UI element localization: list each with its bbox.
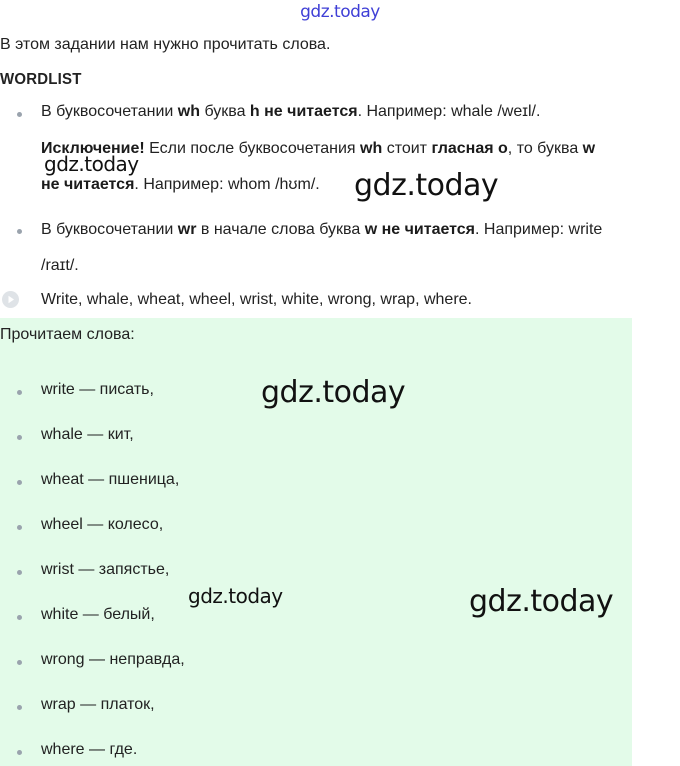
watermark: gdz.today <box>188 584 283 608</box>
rule-wr-line-2: /raɪt/. <box>41 257 79 274</box>
watermark: gdz.today <box>469 584 614 619</box>
list-item: wheat — пшеница, <box>41 471 180 488</box>
list-item: where — где. <box>41 741 138 758</box>
play-audio-icon[interactable] <box>2 291 19 308</box>
rule-text: буква <box>200 103 250 120</box>
intro-text: В этом задании нам нужно прочитать слова. <box>0 36 331 53</box>
bullet-icon <box>17 229 22 234</box>
exception-line-2 <box>41 176 320 194</box>
list-item: whale — кит, <box>41 426 134 443</box>
rule-text: Если после буквосочетания <box>144 140 361 157</box>
list-item: wrist — запястье, <box>41 561 170 578</box>
list-item: wrap — платок, <box>41 696 155 713</box>
rule-text: , то буква <box>507 140 583 157</box>
rule-bold: w не читается <box>364 221 476 238</box>
rule-text: в начале слова буква <box>196 221 365 238</box>
rule-text: В буквосочетании <box>41 221 178 238</box>
site-logo[interactable]: gdz.today <box>300 2 380 22</box>
rule-bold: не читается <box>41 176 135 193</box>
list-item: wheel — колесо, <box>41 516 164 533</box>
bullet-icon <box>17 525 22 530</box>
rule-wr <box>41 221 602 239</box>
bullet-icon <box>17 705 22 710</box>
list-item: white — белый, <box>41 606 155 623</box>
rule-bold: w <box>582 140 596 157</box>
watermark: gdz.today <box>354 168 499 203</box>
rule-text: . Например: write <box>475 221 603 238</box>
bullet-icon <box>17 615 22 620</box>
rule-bold: wr <box>177 221 197 238</box>
bullet-icon <box>17 570 22 575</box>
answer-title: Прочитаем слова: <box>0 326 135 343</box>
rule-bold: wh <box>177 103 200 120</box>
list-item: wrong — неправда, <box>41 651 185 668</box>
bullet-icon <box>17 435 22 440</box>
rule-text: стоит <box>382 140 432 157</box>
list-item: write — писать, <box>41 381 154 398</box>
exception-label: Исключение! <box>41 140 145 157</box>
rule-wh <box>41 103 540 121</box>
rule-text: . Например: whom /hʊm/. <box>134 176 320 193</box>
bullet-icon <box>17 390 22 395</box>
rule-bold: гласная о <box>431 140 508 157</box>
rule-bold: h не читается <box>249 103 358 120</box>
watermark: gdz.today <box>261 375 406 410</box>
bullet-icon <box>17 112 22 117</box>
rule-text: В буквосочетании <box>41 103 178 120</box>
bullet-icon <box>17 480 22 485</box>
audio-words-line: Write, whale, wheat, wheel, wrist, white, wrong, wrap, where. <box>41 291 472 308</box>
section-title: WORDLIST <box>0 70 82 89</box>
bullet-icon <box>17 750 22 755</box>
watermark: gdz.today <box>44 152 139 176</box>
rule-text: . Например: whale /weɪl/. <box>357 103 541 120</box>
bullet-icon <box>17 660 22 665</box>
rule-bold: wh <box>360 140 383 157</box>
